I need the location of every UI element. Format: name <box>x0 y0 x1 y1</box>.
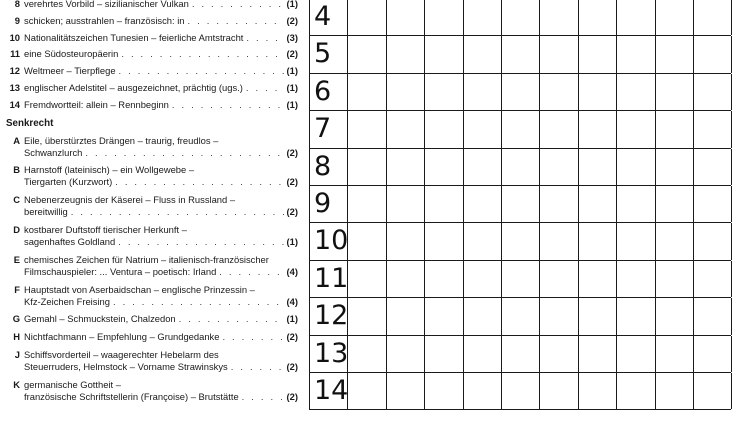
grid-cell[interactable] <box>425 149 463 185</box>
grid-cell[interactable] <box>579 111 617 147</box>
grid-cell[interactable] <box>694 149 732 185</box>
grid-cell[interactable] <box>656 111 694 147</box>
grid-cell[interactable] <box>387 149 425 185</box>
grid-cell[interactable] <box>617 186 655 222</box>
clue-text: schicken; ausstrahlen – französisch: in <box>24 14 185 26</box>
clue-number: 10 <box>9 31 20 43</box>
clue-letter: K <box>13 378 20 390</box>
clue-body <box>24 15 298 27</box>
clue-body <box>24 224 298 248</box>
grid-cell[interactable] <box>694 74 732 110</box>
clue-letter: C <box>13 194 20 206</box>
grid-cell[interactable] <box>348 261 386 297</box>
dot-leader <box>242 391 284 403</box>
clue-line <box>24 32 298 44</box>
grid-cell[interactable] <box>310 223 348 259</box>
grid-cell[interactable] <box>425 74 463 110</box>
clue-count: (2) <box>286 14 298 26</box>
across-clue <box>6 82 298 99</box>
clue-text-line2: Tiergarten (Kurzwort) <box>24 176 113 188</box>
grid-cell[interactable] <box>656 373 694 409</box>
clue-letter: D <box>13 223 20 235</box>
grid-cell[interactable] <box>540 223 578 259</box>
clue-line <box>24 379 298 391</box>
clue-line <box>24 176 298 188</box>
clue-letter: E <box>13 253 20 265</box>
grid-cell[interactable] <box>348 373 386 409</box>
grid-cell[interactable] <box>579 0 617 35</box>
grid-cell[interactable] <box>310 261 348 297</box>
grid-cell[interactable] <box>502 36 540 72</box>
clue-number: 13 <box>9 81 20 93</box>
grid-cell[interactable] <box>502 373 540 409</box>
grid-row <box>310 110 731 147</box>
grid-cell[interactable] <box>464 111 502 147</box>
clue-number: 12 <box>9 65 20 77</box>
clue-line <box>24 194 298 206</box>
grid-row <box>310 73 731 110</box>
grid-cell[interactable] <box>617 223 655 259</box>
grid-cell[interactable] <box>656 186 694 222</box>
grid-cell[interactable] <box>540 298 578 334</box>
clue-text-line2: sagenhaftes Goldland <box>24 235 116 247</box>
grid-cell[interactable] <box>464 36 502 72</box>
clue-body <box>24 284 298 308</box>
dot-leader <box>115 176 283 188</box>
crossword-grid <box>309 0 731 410</box>
grid-cell[interactable] <box>502 111 540 147</box>
grid-cell[interactable] <box>464 298 502 334</box>
clue-body <box>24 379 298 403</box>
across-clue <box>6 65 298 82</box>
grid-cell[interactable] <box>540 261 578 297</box>
grid-cell[interactable] <box>579 74 617 110</box>
dot-leader <box>119 65 284 77</box>
clue-count: (1) <box>286 65 298 77</box>
down-clue <box>6 284 298 308</box>
clue-text: Nationalitätszeichen Tunesien – feierliche Amtstracht <box>24 31 244 43</box>
clue-body <box>24 65 298 77</box>
grid-cell[interactable] <box>540 336 578 372</box>
clue-line <box>24 65 298 77</box>
clue-body <box>24 313 298 325</box>
clue-line <box>24 224 298 236</box>
grid-cell[interactable] <box>617 373 655 409</box>
clue-line <box>24 331 298 343</box>
clue-line <box>24 284 298 296</box>
dot-leader <box>246 82 284 94</box>
clue-text-line1: Schiffsvorderteil – waagerechter Hebelarm des <box>24 348 219 360</box>
grid-row <box>310 335 731 372</box>
across-clue <box>6 32 298 49</box>
clue-count: (4) <box>286 265 298 277</box>
clue-number: 8 <box>14 0 20 9</box>
grid-cell[interactable] <box>387 298 425 334</box>
grid-cell[interactable] <box>348 336 386 372</box>
clue-letter: A <box>13 134 20 146</box>
clue-text-line2: Schwanzlurch <box>24 146 83 158</box>
clue-text-line2: Steuerruders, Helmstock – Vorname Strawinskys <box>24 360 228 372</box>
down-clue <box>6 331 298 343</box>
clue-number: 11 <box>10 48 20 60</box>
row-number: 5 <box>314 38 332 70</box>
grid-cell[interactable] <box>656 0 694 35</box>
grid-cell[interactable] <box>425 298 463 334</box>
grid-cell[interactable] <box>425 373 463 409</box>
clue-text-line1: Hauptstadt von Aserbaidschan – englische Prinzessin – <box>24 283 255 295</box>
grid-cell[interactable] <box>387 336 425 372</box>
grid-cell[interactable] <box>310 336 348 372</box>
row-number: 13 <box>314 337 349 369</box>
grid-cell[interactable] <box>387 186 425 222</box>
down-clue <box>6 349 298 373</box>
clue-line <box>24 349 298 361</box>
clue-line <box>24 361 298 373</box>
grid-row <box>310 148 731 185</box>
row-number: 9 <box>314 187 332 219</box>
grid-cell[interactable] <box>694 373 732 409</box>
grid-cell[interactable] <box>694 336 732 372</box>
clue-body <box>24 32 298 44</box>
grid-cell[interactable] <box>387 74 425 110</box>
clue-text: verehrtes Vorbild – sizilianischer Vulkan <box>24 0 189 9</box>
clue-text-line1: chemisches Zeichen für Natrium – italienisch-französischer <box>24 253 269 265</box>
clue-body <box>24 254 298 278</box>
grid-cell[interactable] <box>348 298 386 334</box>
grid-cell[interactable] <box>617 74 655 110</box>
grid-cell[interactable] <box>387 261 425 297</box>
clue-count: (2) <box>286 331 298 343</box>
down-clue <box>6 313 298 325</box>
down-clue <box>6 379 298 403</box>
grid-cell[interactable] <box>425 336 463 372</box>
grid-cell[interactable] <box>310 74 348 110</box>
grid-cell[interactable] <box>540 36 578 72</box>
clue-text: englischer Adelstitel – ausgezeichnet, prächtig (ugs.) <box>24 81 243 93</box>
grid-cell[interactable] <box>502 149 540 185</box>
grid-cell[interactable] <box>348 149 386 185</box>
clue-text-line1: kostbarer Duftstoff tierischer Herkunft – <box>24 223 187 235</box>
grid-cell[interactable] <box>464 373 502 409</box>
grid-cell[interactable] <box>502 336 540 372</box>
grid-cell[interactable] <box>387 223 425 259</box>
grid-cell[interactable] <box>579 336 617 372</box>
dot-leader <box>222 331 283 343</box>
clue-count: (4) <box>286 295 298 307</box>
grid-cell[interactable] <box>579 36 617 72</box>
clue-line <box>24 313 298 325</box>
grid-row <box>310 185 731 222</box>
down-clue <box>6 135 298 159</box>
dot-leader <box>192 0 284 10</box>
clue-count: (1) <box>286 313 298 325</box>
clue-line <box>24 164 298 176</box>
clue-line <box>24 135 298 147</box>
clue-line <box>24 296 298 308</box>
grid-cell[interactable] <box>348 186 386 222</box>
clue-count: (2) <box>286 48 298 60</box>
grid-cell[interactable] <box>540 373 578 409</box>
dot-leader <box>113 296 284 308</box>
clue-body <box>24 82 298 94</box>
down-clue <box>6 224 298 248</box>
grid-cell[interactable] <box>310 36 348 72</box>
grid-cell[interactable] <box>425 223 463 259</box>
clue-letter: F <box>14 283 20 295</box>
clue-letter: H <box>13 331 20 343</box>
grid-cell[interactable] <box>502 0 540 35</box>
grid-cell[interactable] <box>540 149 578 185</box>
clue-count: (1) <box>286 81 298 93</box>
grid-cell[interactable] <box>579 186 617 222</box>
grid-cell[interactable] <box>425 0 463 35</box>
dot-leader <box>188 15 284 27</box>
dot-leader <box>179 313 284 325</box>
grid-cell[interactable] <box>617 336 655 372</box>
row-number: 11 <box>314 262 349 294</box>
clue-text-line2: französische Schriftstellerin (Françoise) – Brutstätte <box>24 390 239 402</box>
clue-text: eine Südosteuropäerin <box>24 48 119 60</box>
clue-line <box>24 391 298 403</box>
grid-cell[interactable] <box>502 186 540 222</box>
dot-leader <box>231 361 284 373</box>
dot-leader <box>118 236 283 248</box>
clue-text: Gemahl – Schmuckstein, Chalzedon <box>24 313 176 325</box>
grid-row <box>310 35 731 72</box>
grid-cell[interactable] <box>656 149 694 185</box>
grid-cell[interactable] <box>425 111 463 147</box>
grid-cell[interactable] <box>387 36 425 72</box>
grid-cell[interactable] <box>656 36 694 72</box>
grid-cell[interactable] <box>694 186 732 222</box>
grid-cell[interactable] <box>310 373 348 409</box>
across-clue <box>6 99 298 116</box>
grid-row <box>310 372 731 409</box>
clue-text: Fremdwortteil: allein – Rennbeginn <box>24 98 169 110</box>
row-number: 7 <box>314 113 332 145</box>
clue-number: 9 <box>14 14 20 26</box>
grid-cell[interactable] <box>617 36 655 72</box>
clue-body <box>24 194 298 218</box>
clue-line <box>24 236 298 248</box>
clue-text: Weltmeer – Tierpflege <box>24 65 116 77</box>
grid-cell[interactable] <box>425 36 463 72</box>
grid-cell[interactable] <box>464 186 502 222</box>
row-number: 14 <box>314 374 349 406</box>
grid-cell[interactable] <box>656 336 694 372</box>
row-number: 10 <box>314 225 349 257</box>
grid-cell[interactable] <box>694 223 732 259</box>
grid-cell[interactable] <box>310 149 348 185</box>
grid-cell[interactable] <box>617 261 655 297</box>
row-number: 12 <box>314 300 349 332</box>
clue-count: (2) <box>286 390 298 402</box>
grid-cell[interactable] <box>310 111 348 147</box>
grid-cell[interactable] <box>617 298 655 334</box>
grid-cell[interactable] <box>464 0 502 35</box>
clue-count: (2) <box>286 176 298 188</box>
grid-cell[interactable] <box>502 261 540 297</box>
clue-count: (2) <box>286 206 298 218</box>
dot-leader <box>121 48 283 60</box>
grid-cell[interactable] <box>617 0 655 35</box>
clue-body <box>24 48 298 60</box>
grid-cell[interactable] <box>348 74 386 110</box>
grid-cell[interactable] <box>387 373 425 409</box>
grid-row <box>310 297 731 334</box>
clue-body <box>24 135 298 159</box>
grid-cell[interactable] <box>694 111 732 147</box>
clue-text-line2: Filmschauspieler: ... Ventura – poetisch: Irland <box>24 265 217 277</box>
grid-row <box>310 0 731 35</box>
grid-cell[interactable] <box>425 261 463 297</box>
grid-cell[interactable] <box>694 36 732 72</box>
grid-cell[interactable] <box>579 373 617 409</box>
grid-cell[interactable] <box>656 261 694 297</box>
dot-leader <box>85 147 283 159</box>
grid-cell[interactable] <box>502 74 540 110</box>
grid-cell[interactable] <box>387 111 425 147</box>
clue-text-line1: germanische Gottheit – <box>24 378 121 390</box>
grid-cell[interactable] <box>694 298 732 334</box>
grid-cell[interactable] <box>694 261 732 297</box>
grid-cell[interactable] <box>425 186 463 222</box>
clue-line <box>24 206 298 218</box>
grid-cell[interactable] <box>464 261 502 297</box>
grid-cell[interactable] <box>656 74 694 110</box>
clue-text-line2: bereitwillig <box>24 206 68 218</box>
clue-letter: B <box>13 164 20 176</box>
grid-cell[interactable] <box>617 149 655 185</box>
clue-line <box>24 82 298 94</box>
down-clue <box>6 164 298 188</box>
grid-cell[interactable] <box>348 223 386 259</box>
down-heading: Senkrecht <box>6 117 54 129</box>
clue-letter: J <box>14 348 20 360</box>
grid-cell[interactable] <box>464 149 502 185</box>
grid-cell[interactable] <box>310 186 348 222</box>
dot-leader <box>71 206 284 218</box>
grid-cell[interactable] <box>387 0 425 35</box>
clue-count: (2) <box>286 146 298 158</box>
dot-leader <box>246 32 283 44</box>
grid-cell[interactable] <box>540 111 578 147</box>
across-clue <box>6 0 298 15</box>
grid-cell[interactable] <box>579 261 617 297</box>
grid-cell[interactable] <box>540 186 578 222</box>
clue-line <box>24 99 298 111</box>
grid-cell[interactable] <box>502 223 540 259</box>
grid-cell[interactable] <box>579 149 617 185</box>
grid-cell[interactable] <box>348 36 386 72</box>
clue-body <box>24 0 298 10</box>
grid-cell[interactable] <box>310 298 348 334</box>
grid-cell[interactable] <box>579 223 617 259</box>
grid-cell[interactable] <box>617 111 655 147</box>
clue-text-line1: Harnstoff (lateinisch) – ein Wollgewebe – <box>24 164 195 176</box>
grid-cell[interactable] <box>348 111 386 147</box>
clue-count: (3) <box>286 31 298 43</box>
grid-cell[interactable] <box>656 298 694 334</box>
clue-line <box>24 0 298 10</box>
row-number: 4 <box>314 1 332 32</box>
grid-cell[interactable] <box>694 0 732 35</box>
clue-body <box>24 99 298 111</box>
clue-count: (2) <box>286 360 298 372</box>
grid-row <box>310 222 731 259</box>
grid-cell[interactable] <box>540 0 578 35</box>
clue-line <box>24 254 298 266</box>
clue-body <box>24 349 298 373</box>
clue-body <box>24 331 298 343</box>
down-clue <box>6 254 298 278</box>
grid-cell[interactable] <box>348 0 386 35</box>
clue-text-line1: Eile, überstürztes Drängen – traurig, freudlos – <box>24 134 219 146</box>
clue-line <box>24 147 298 159</box>
row-number: 6 <box>314 75 332 107</box>
grid-cell[interactable] <box>656 223 694 259</box>
dot-leader <box>219 266 283 278</box>
grid-cell[interactable] <box>579 298 617 334</box>
grid-cell[interactable] <box>464 223 502 259</box>
clue-list <box>6 0 298 409</box>
grid-cell[interactable] <box>464 336 502 372</box>
down-clue <box>6 194 298 218</box>
clue-text-line1: Nebenerzeugnis der Käserei – Fluss in Russland – <box>24 194 236 206</box>
clue-text-line2: Kfz-Zeichen Freising <box>24 295 110 307</box>
clue-line <box>24 15 298 27</box>
grid-cell[interactable] <box>502 298 540 334</box>
row-number: 8 <box>314 150 332 182</box>
clue-line <box>24 48 298 60</box>
grid-cell[interactable] <box>464 74 502 110</box>
clue-count: (1) <box>286 235 298 247</box>
across-clue <box>6 48 298 65</box>
dot-leader <box>172 99 284 111</box>
across-clue <box>6 15 298 32</box>
clue-number: 14 <box>9 98 20 110</box>
clue-letter: G <box>12 313 20 325</box>
clue-text: Nichtfachmann – Empfehlung – Grundgedanke <box>24 331 220 343</box>
clue-line <box>24 266 298 278</box>
grid-cell[interactable] <box>540 74 578 110</box>
clue-count: (1) <box>286 0 298 9</box>
clue-count: (1) <box>286 98 298 110</box>
grid-row <box>310 260 731 297</box>
grid-cell[interactable] <box>310 0 348 35</box>
clue-body <box>24 164 298 188</box>
